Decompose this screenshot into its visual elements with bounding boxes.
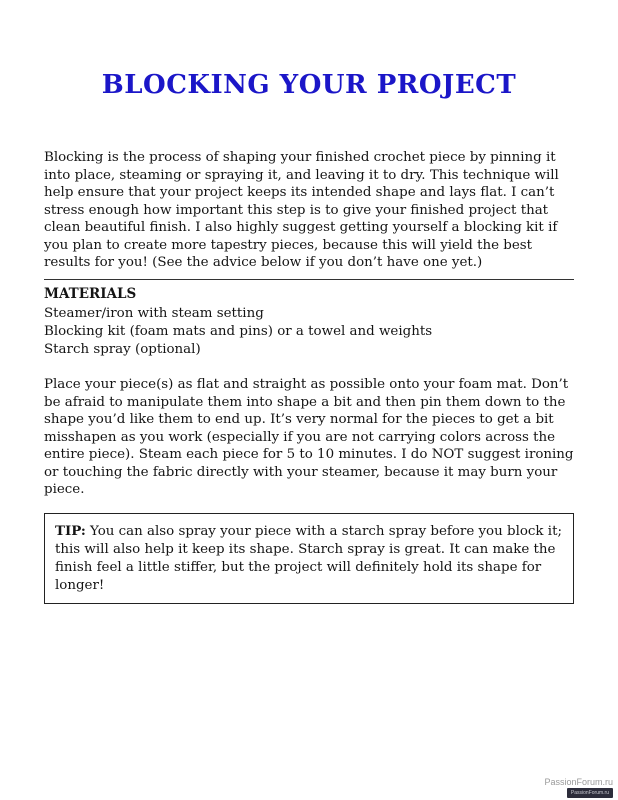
- materials-item: Starch spray (optional): [44, 342, 201, 358]
- watermark-badge-logo: PassionForum.ru: [567, 788, 613, 798]
- instructions-paragraph: Place your piece(s) as flat and straight as possible onto your foam mat. Don’t be afraid to manipulate them into shape a bit and then pin them down to the shape you’d like them to end up. It’s very normal for the pieces to get a bit misshapen as you work (especially if you are not carrying colors across the entire piece). Steam each piece for 5 to 10 minutes. I do NOT suggest ironing or touching the fabric directly with your steamer, because it may burn your piece.: [44, 377, 574, 498]
- intro-paragraph: Blocking is the process of shaping your finished crochet piece by pinning it into place, steaming or spraying it, and leaving it to dry. This technique will help ensure that your project keeps its intended shape and lays flat. I can’t stress enough how important this step is to give your finished project that clean beautiful finish. I also highly suggest getting yourself a blocking kit if you plan to create more tapestry pieces, because this will yield the best results for you! (See the advice below if you don’t have one yet.): [44, 150, 559, 271]
- tip-text: You can also spray your piece with a starch spray before you block it; this will also help it keep its shape. Starch spray is great. It can make the finish feel a little stiffer, but the project will definitely hold its shape for longer!: [55, 523, 562, 593]
- page-title: BLOCKING YOUR PROJECT: [101, 70, 517, 100]
- section-divider: [44, 279, 574, 280]
- tip-box: [44, 513, 574, 604]
- materials-heading: MATERIALS: [44, 285, 137, 302]
- watermark: [544, 777, 613, 798]
- tip-label: TIP:: [55, 522, 86, 539]
- watermark-text: PassionForum.ru: [544, 777, 613, 787]
- materials-item: Steamer/iron with steam setting: [44, 306, 264, 322]
- materials-list: [44, 305, 574, 359]
- materials-item: Blocking kit (foam mats and pins) or a towel and weights: [44, 324, 433, 340]
